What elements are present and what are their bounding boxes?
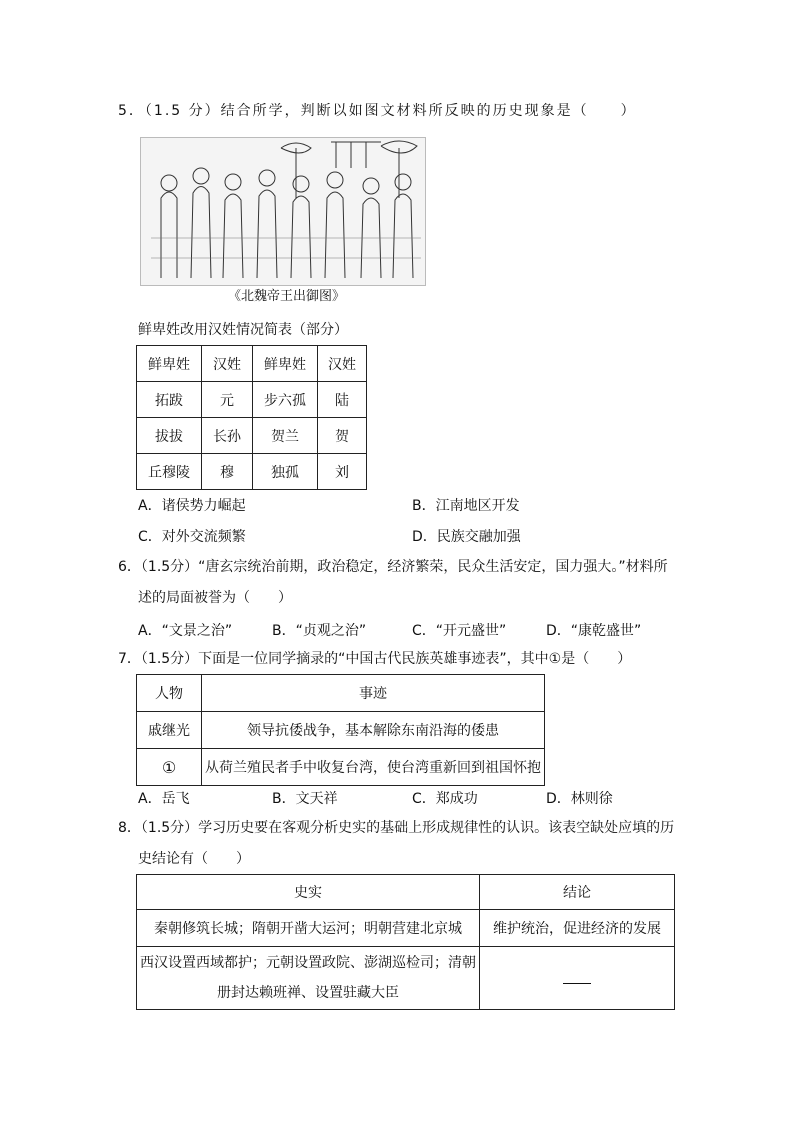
q6-option-b[interactable]: B．“贞观之治”	[272, 623, 367, 639]
table-cell: 陆	[318, 382, 367, 418]
table-cell: 拔拔	[137, 418, 202, 454]
table-header-row	[137, 875, 675, 910]
table-header-row	[137, 675, 545, 712]
q7-option-d[interactable]: D．林则徐	[546, 791, 613, 807]
q5-option-a[interactable]: A．诸侯势力崛起	[138, 498, 246, 514]
q5-option-c[interactable]: C．对外交流频繁	[138, 529, 246, 545]
table-cell: 独孤	[253, 454, 318, 490]
table-row	[137, 947, 675, 1010]
q6-stem-line2: 述的局面被誉为（ ）	[138, 590, 292, 606]
header-cell: 事迹	[202, 675, 545, 712]
q6-stem-line1: 6．（1.5分）“唐玄宗统治前期，政治稳定，经济繁荣，民众生活安定，国力强大。”材料所	[118, 559, 668, 575]
q6-option-c[interactable]: C．“开元盛世”	[412, 623, 507, 639]
surname-table-title: 鲜卑姓改用汉姓情况简表（部分）	[138, 322, 348, 338]
table-row	[137, 749, 545, 786]
q7-option-a[interactable]: A．岳飞	[138, 791, 190, 807]
q7-stem: 7．（1.5分）下面是一位同学摘录的“中国古代民族英雄事迹表”，其中①是（ ）	[118, 651, 632, 667]
procession-sketch	[141, 138, 425, 285]
table-cell: 元	[202, 382, 253, 418]
q8-stem-line1: 8．（1.5分）学习历史要在客观分析史实的基础上形成规律性的认识。该表空缺处应填的历	[118, 820, 675, 836]
table-row	[137, 454, 367, 490]
table-row	[137, 712, 545, 749]
table-cell: 贺兰	[253, 418, 318, 454]
table-cell: 丘穆陵	[137, 454, 202, 490]
table-cell: 维护统治，促进经济的发展	[480, 910, 675, 947]
history-conclusion-table	[136, 874, 675, 1010]
table-cell: 穆	[202, 454, 253, 490]
q7-option-c[interactable]: C．郑成功	[412, 791, 478, 807]
header-cell: 汉姓	[318, 346, 367, 382]
table-header-row	[137, 346, 367, 382]
table-cell	[137, 947, 480, 1010]
table-cell: 拓跋	[137, 382, 202, 418]
table-cell: ①	[137, 749, 202, 786]
header-cell: 史实	[137, 875, 480, 910]
header-cell: 鲜卑姓	[253, 346, 318, 382]
table-row	[137, 418, 367, 454]
table-row	[137, 910, 675, 947]
table-cell: 贺	[318, 418, 367, 454]
q6-option-a[interactable]: A．“文景之治”	[138, 623, 233, 639]
fact-line: 西汉设置西域都护；元朝设置政院、澎湖巡检司；清朝	[140, 955, 476, 971]
table-cell: 刘	[318, 454, 367, 490]
q6-option-d[interactable]: D．“康乾盛世”	[546, 623, 642, 639]
table-cell: 长孙	[202, 418, 253, 454]
table-cell: 从荷兰殖民者手中收复台湾，使台湾重新回到祖国怀抱	[202, 749, 545, 786]
header-cell: 汉姓	[202, 346, 253, 382]
surname-table	[136, 345, 367, 490]
header-cell: 鲜卑姓	[137, 346, 202, 382]
q8-stem-line2: 史结论有（ ）	[138, 851, 250, 867]
table-cell: 秦朝修筑长城；隋朝开凿大运河；明朝营建北京城	[137, 910, 480, 947]
image-caption: 《北魏帝王出御图》	[228, 289, 346, 304]
header-cell: 结论	[480, 875, 675, 910]
fact-line: 册封达赖班禅、设置驻藏大臣	[217, 985, 399, 1001]
hero-table	[136, 674, 545, 786]
answer-blank[interactable]	[563, 969, 591, 984]
q5-stem: 5．（1.5 分）结合所学，判断以如图文材料所反映的历史现象是（ ）	[118, 103, 637, 119]
header-cell: 人物	[137, 675, 202, 712]
answer-blank-cell[interactable]	[480, 947, 675, 1010]
table-cell: 领导抗倭战争，基本解除东南沿海的倭患	[202, 712, 545, 749]
table-cell: 步六孤	[253, 382, 318, 418]
q7-option-b[interactable]: B．文天祥	[272, 791, 338, 807]
table-cell: 戚继光	[137, 712, 202, 749]
q5-option-b[interactable]: B．江南地区开发	[412, 498, 520, 514]
table-row	[137, 382, 367, 418]
emperor-procession-illustration	[140, 137, 426, 286]
q5-option-d[interactable]: D．民族交融加强	[412, 529, 521, 545]
